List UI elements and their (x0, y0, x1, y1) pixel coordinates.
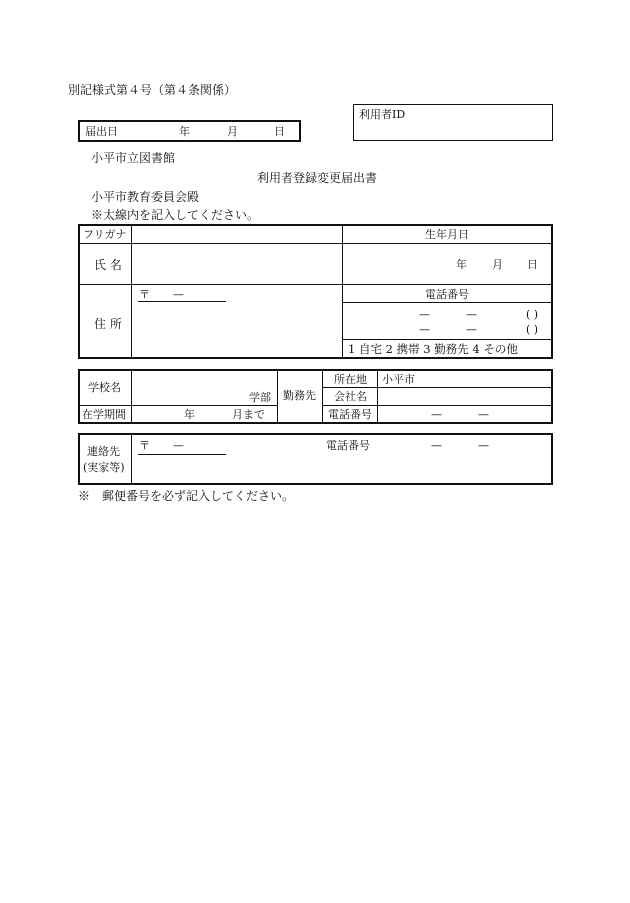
form-title: 利用者登録変更届出書 (257, 171, 378, 185)
contact-phone-dash2: — (478, 439, 489, 452)
contact-label-line2: (実家等) (83, 461, 125, 474)
furigana-field[interactable] (132, 226, 341, 243)
enroll-until: 月まで (232, 408, 265, 421)
name-label: 氏 名 (94, 258, 122, 272)
work-phone-dash2: — (478, 408, 489, 421)
birth-day: 日 (527, 258, 538, 271)
furigana-label: フリガナ (83, 228, 127, 241)
addressee-library: 小平市立図書館 (91, 151, 176, 165)
contact-phone-dash1: — (431, 439, 442, 452)
location-value[interactable]: 小平市 (382, 373, 415, 386)
contact-postal-mark: 〒 (139, 439, 150, 452)
contact-postal-dash: — (173, 439, 184, 452)
address-field[interactable] (132, 306, 341, 357)
phone2-dash1: — (419, 323, 430, 336)
contact-postal-underline (138, 454, 226, 455)
phone1-paren: ( ) (526, 308, 539, 321)
birth-month: 月 (492, 258, 503, 271)
name-field[interactable] (132, 244, 341, 284)
birth-label: 生年月日 (425, 228, 469, 241)
work-label: 勤務先 (283, 389, 316, 402)
birth-year: 年 (456, 258, 467, 271)
submit-year: 年 (179, 125, 190, 138)
contact-table (78, 433, 553, 485)
phone-types: 1 自宅 2 携帯 3 勤務先 4 その他 (348, 342, 518, 356)
postal-underline (138, 301, 226, 302)
school-work-table (78, 369, 553, 424)
company-field[interactable] (378, 388, 551, 405)
contact-label-line1: 連絡先 (87, 445, 120, 458)
note-thick-lines: ※太線内を記入してください。 (91, 208, 260, 222)
address-label: 住 所 (94, 317, 122, 331)
company-label: 会社名 (334, 390, 367, 403)
submit-date-label: 届出日 (85, 125, 118, 138)
phone2-paren: ( ) (526, 323, 539, 336)
phone-label: 電話番号 (425, 288, 469, 301)
contact-phone-label: 電話番号 (326, 439, 370, 452)
footnote: ※ 郵便番号を必ず記入してください。 (78, 489, 295, 503)
submit-day: 日 (274, 125, 285, 138)
work-phone-label: 電話番号 (328, 408, 372, 421)
faculty-label: 学部 (249, 391, 271, 404)
user-id-label: 利用者ID (359, 108, 406, 121)
phone2-dash2: — (466, 323, 477, 336)
form-number: 別記様式第４号（第４条関係） (68, 83, 237, 97)
phone1-dash1: — (419, 308, 430, 321)
work-phone-dash1: — (431, 408, 442, 421)
user-id-box[interactable] (353, 104, 553, 141)
submit-month: 月 (227, 125, 238, 138)
addressee-board: 小平市教育委員会殿 (91, 190, 200, 204)
personal-info-table (78, 224, 553, 359)
enrollment-label: 在学期間 (82, 408, 126, 421)
postal-dash: — (173, 288, 184, 301)
location-label: 所在地 (334, 373, 367, 386)
enroll-year: 年 (184, 408, 195, 421)
school-label: 学校名 (88, 381, 121, 394)
contact-address-field[interactable] (132, 456, 551, 483)
postal-mark: 〒 (139, 288, 150, 301)
submit-date-box[interactable] (78, 120, 301, 142)
phone1-dash2: — (466, 308, 477, 321)
